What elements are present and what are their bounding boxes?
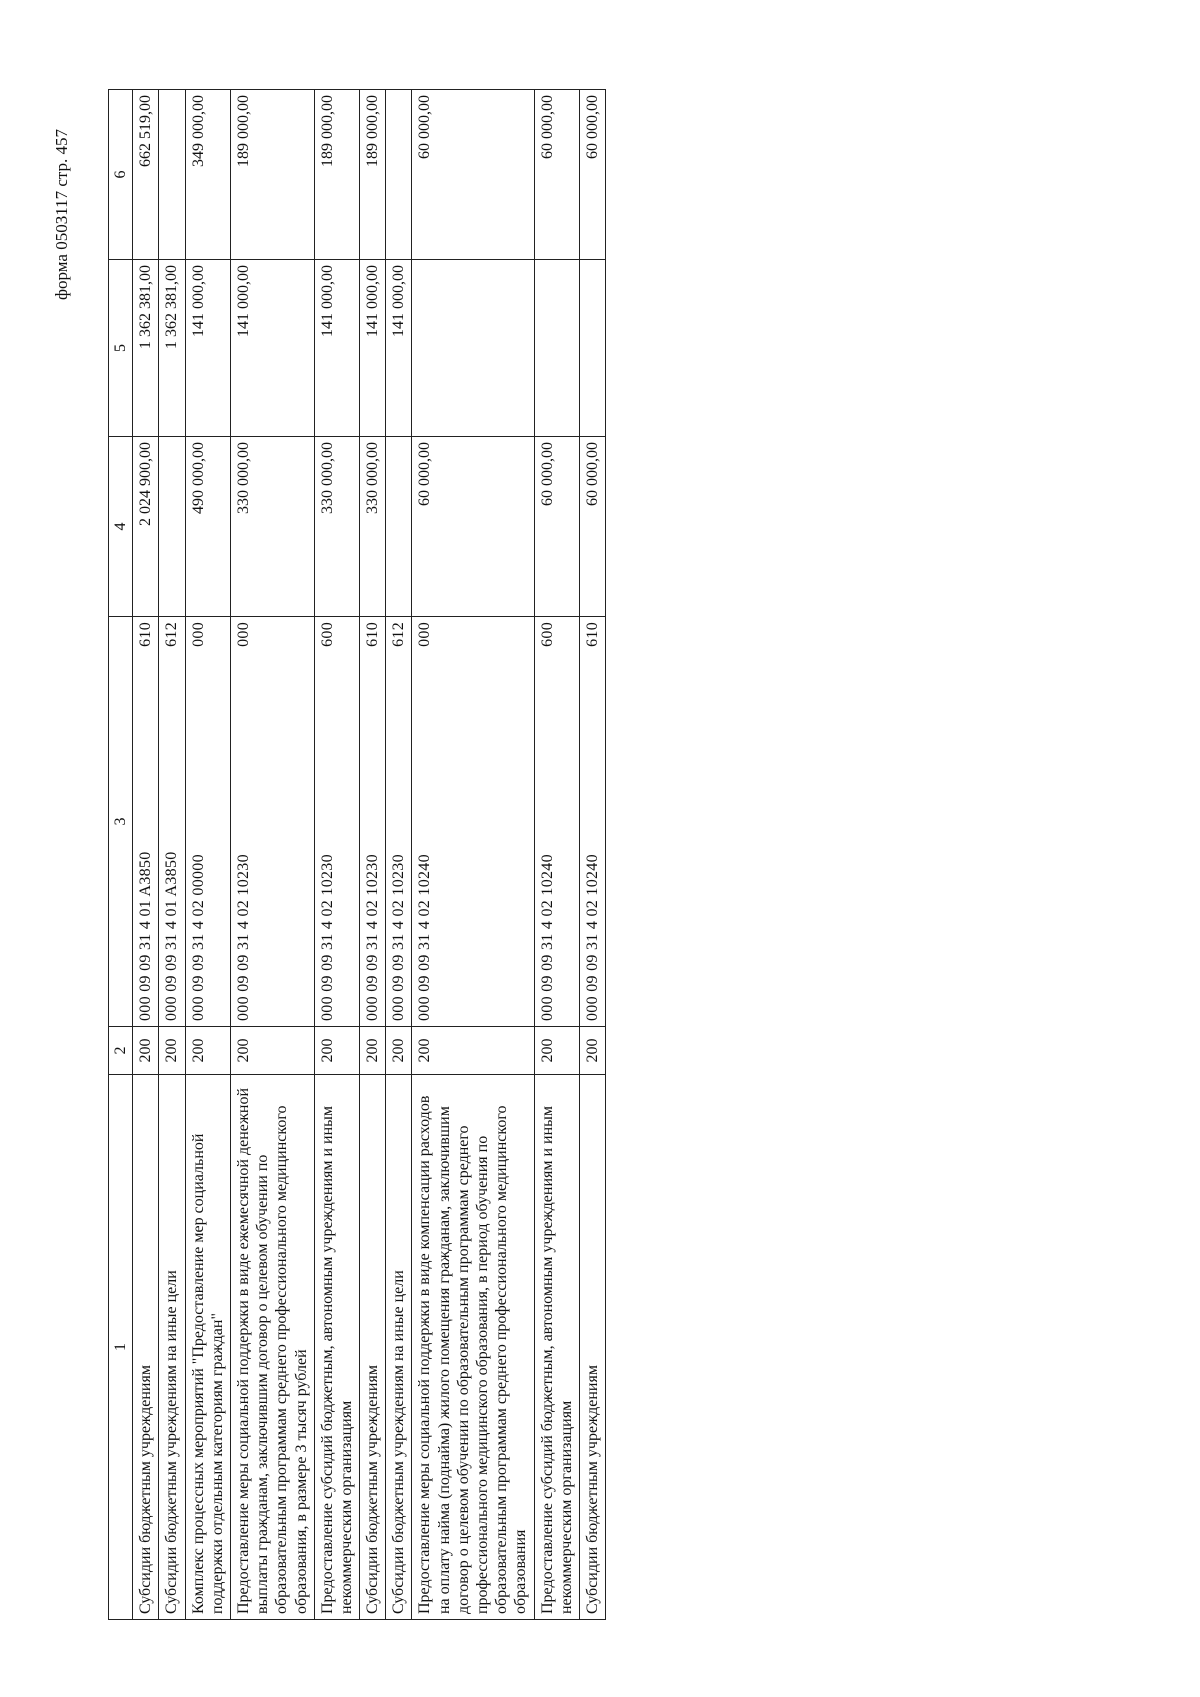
row-col6-cell: 60 000,00 xyxy=(412,90,534,260)
row-code-suffix-cell: 612 xyxy=(159,617,185,687)
column-header-2: 2 xyxy=(109,1027,133,1075)
row-col4-cell xyxy=(159,437,185,617)
row-col6-cell xyxy=(159,90,185,260)
table-row xyxy=(386,90,412,1620)
form-label-text: форма 0503117 стр. 457 xyxy=(52,129,71,300)
row-col5-cell: 141 000,00 xyxy=(386,260,412,437)
row-code-suffix-cell: 000 xyxy=(185,617,230,687)
row-col2-cell: 200 xyxy=(185,1027,230,1075)
row-code-suffix-cell: 000 xyxy=(230,617,314,687)
row-code-suffix-cell: 610 xyxy=(133,617,159,687)
row-col2-cell: 200 xyxy=(230,1027,314,1075)
row-col2-cell: 200 xyxy=(159,1027,185,1075)
row-code-suffix-cell: 610 xyxy=(579,617,605,687)
row-col5-cell: 1 362 381,00 xyxy=(133,260,159,437)
row-col2-cell: 200 xyxy=(133,1027,159,1075)
row-col4-cell: 490 000,00 xyxy=(185,437,230,617)
table-row xyxy=(314,90,359,1620)
row-name-cell: Субсидии бюджетным учреждениям на иные цели xyxy=(159,1075,185,1620)
row-name-cell: Предоставление меры социальной поддержки в виде ежемесячной денежной выплаты гражданам, заключившим договор о целевом обучении по образовательным программам среднего профессионального медицинского образования, в размере 3 тысяч рублей xyxy=(230,1075,314,1620)
row-code-cell: 000 09 09 31 4 02 10230 xyxy=(360,687,386,1027)
row-col2-cell: 200 xyxy=(579,1027,605,1075)
rotated-table-container xyxy=(108,90,1018,1620)
form-label xyxy=(52,100,76,300)
row-name-cell: Субсидии бюджетным учреждениям xyxy=(579,1075,605,1620)
row-col5-cell: 141 000,00 xyxy=(314,260,359,437)
row-code-suffix-cell: 000 xyxy=(412,617,534,687)
row-name-cell: Предоставление меры социальной поддержки в виде компенсации расходов на оплату найма (поднайма) жилого помещения гражданам, заключившим договор о целевом обучении по образовательным программам среднего профессионального медицинского образования, в период обучения по образовательным программам среднего профессионального медицинского образования xyxy=(412,1075,534,1620)
row-code-suffix-cell: 600 xyxy=(534,617,579,687)
row-col5-cell: 141 000,00 xyxy=(230,260,314,437)
row-col6-cell: 189 000,00 xyxy=(230,90,314,260)
header-row xyxy=(109,90,133,1620)
row-col5-cell: 141 000,00 xyxy=(185,260,230,437)
row-col4-cell xyxy=(386,437,412,617)
row-name-cell: Предоставление субсидий бюджетным, автономным учреждениям и иным некоммерческим организациям xyxy=(534,1075,579,1620)
row-code-cell: 000 09 09 31 4 02 10230 xyxy=(230,687,314,1027)
row-col2-cell: 200 xyxy=(534,1027,579,1075)
row-col4-cell: 60 000,00 xyxy=(534,437,579,617)
row-code-cell: 000 09 09 31 4 02 10240 xyxy=(412,687,534,1027)
table-body xyxy=(133,90,606,1620)
column-header-3: 3 xyxy=(109,617,133,1027)
row-col2-cell: 200 xyxy=(360,1027,386,1075)
row-code-cell: 000 09 09 31 4 01 A3850 xyxy=(133,687,159,1027)
row-code-cell: 000 09 09 31 4 02 00000 xyxy=(185,687,230,1027)
row-col5-cell xyxy=(534,260,579,437)
table-row xyxy=(133,90,159,1620)
table-row xyxy=(159,90,185,1620)
row-col2-cell: 200 xyxy=(314,1027,359,1075)
row-col6-cell xyxy=(386,90,412,260)
row-code-cell: 000 09 09 31 4 02 10240 xyxy=(579,687,605,1027)
row-code-suffix-cell: 610 xyxy=(360,617,386,687)
row-col6-cell: 60 000,00 xyxy=(579,90,605,260)
row-name-cell: Комплекс процессных мероприятий "Предоставление мер социальной поддержки отдельным категориям граждан" xyxy=(185,1075,230,1620)
row-name-cell: Субсидии бюджетным учреждениям на иные цели xyxy=(386,1075,412,1620)
row-name-cell: Предоставление субсидий бюджетным, автономным учреждениям и иным некоммерческим организациям xyxy=(314,1075,359,1620)
column-header-6: 6 xyxy=(109,90,133,260)
row-col5-cell: 141 000,00 xyxy=(360,260,386,437)
table-row xyxy=(360,90,386,1620)
budget-table xyxy=(108,89,606,1620)
row-col2-cell: 200 xyxy=(412,1027,534,1075)
table-row xyxy=(185,90,230,1620)
row-col2-cell: 200 xyxy=(386,1027,412,1075)
row-code-cell: 000 09 09 31 4 02 10230 xyxy=(314,687,359,1027)
row-col6-cell: 662 519,00 xyxy=(133,90,159,260)
row-col6-cell: 189 000,00 xyxy=(360,90,386,260)
row-col4-cell: 330 000,00 xyxy=(230,437,314,617)
row-name-cell: Субсидии бюджетным учреждениям xyxy=(133,1075,159,1620)
row-col4-cell: 60 000,00 xyxy=(579,437,605,617)
row-code-cell: 000 09 09 31 4 01 A3850 xyxy=(159,687,185,1027)
row-code-suffix-cell: 612 xyxy=(386,617,412,687)
row-col4-cell: 2 024 900,00 xyxy=(133,437,159,617)
row-col6-cell: 189 000,00 xyxy=(314,90,359,260)
table-row xyxy=(579,90,605,1620)
column-header-4: 4 xyxy=(109,437,133,617)
table-row xyxy=(412,90,534,1620)
row-col5-cell xyxy=(412,260,534,437)
row-col4-cell: 330 000,00 xyxy=(360,437,386,617)
row-col5-cell: 1 362 381,00 xyxy=(159,260,185,437)
row-code-cell: 000 09 09 31 4 02 10240 xyxy=(534,687,579,1027)
table-row xyxy=(534,90,579,1620)
table-row xyxy=(230,90,314,1620)
row-col5-cell xyxy=(579,260,605,437)
row-col6-cell: 60 000,00 xyxy=(534,90,579,260)
row-col4-cell: 60 000,00 xyxy=(412,437,534,617)
row-col6-cell: 349 000,00 xyxy=(185,90,230,260)
row-name-cell: Субсидии бюджетным учреждениям xyxy=(360,1075,386,1620)
column-header-5: 5 xyxy=(109,260,133,437)
row-code-suffix-cell: 600 xyxy=(314,617,359,687)
row-col4-cell: 330 000,00 xyxy=(314,437,359,617)
row-code-cell: 000 09 09 31 4 02 10230 xyxy=(386,687,412,1027)
column-header-1: 1 xyxy=(109,1075,133,1620)
